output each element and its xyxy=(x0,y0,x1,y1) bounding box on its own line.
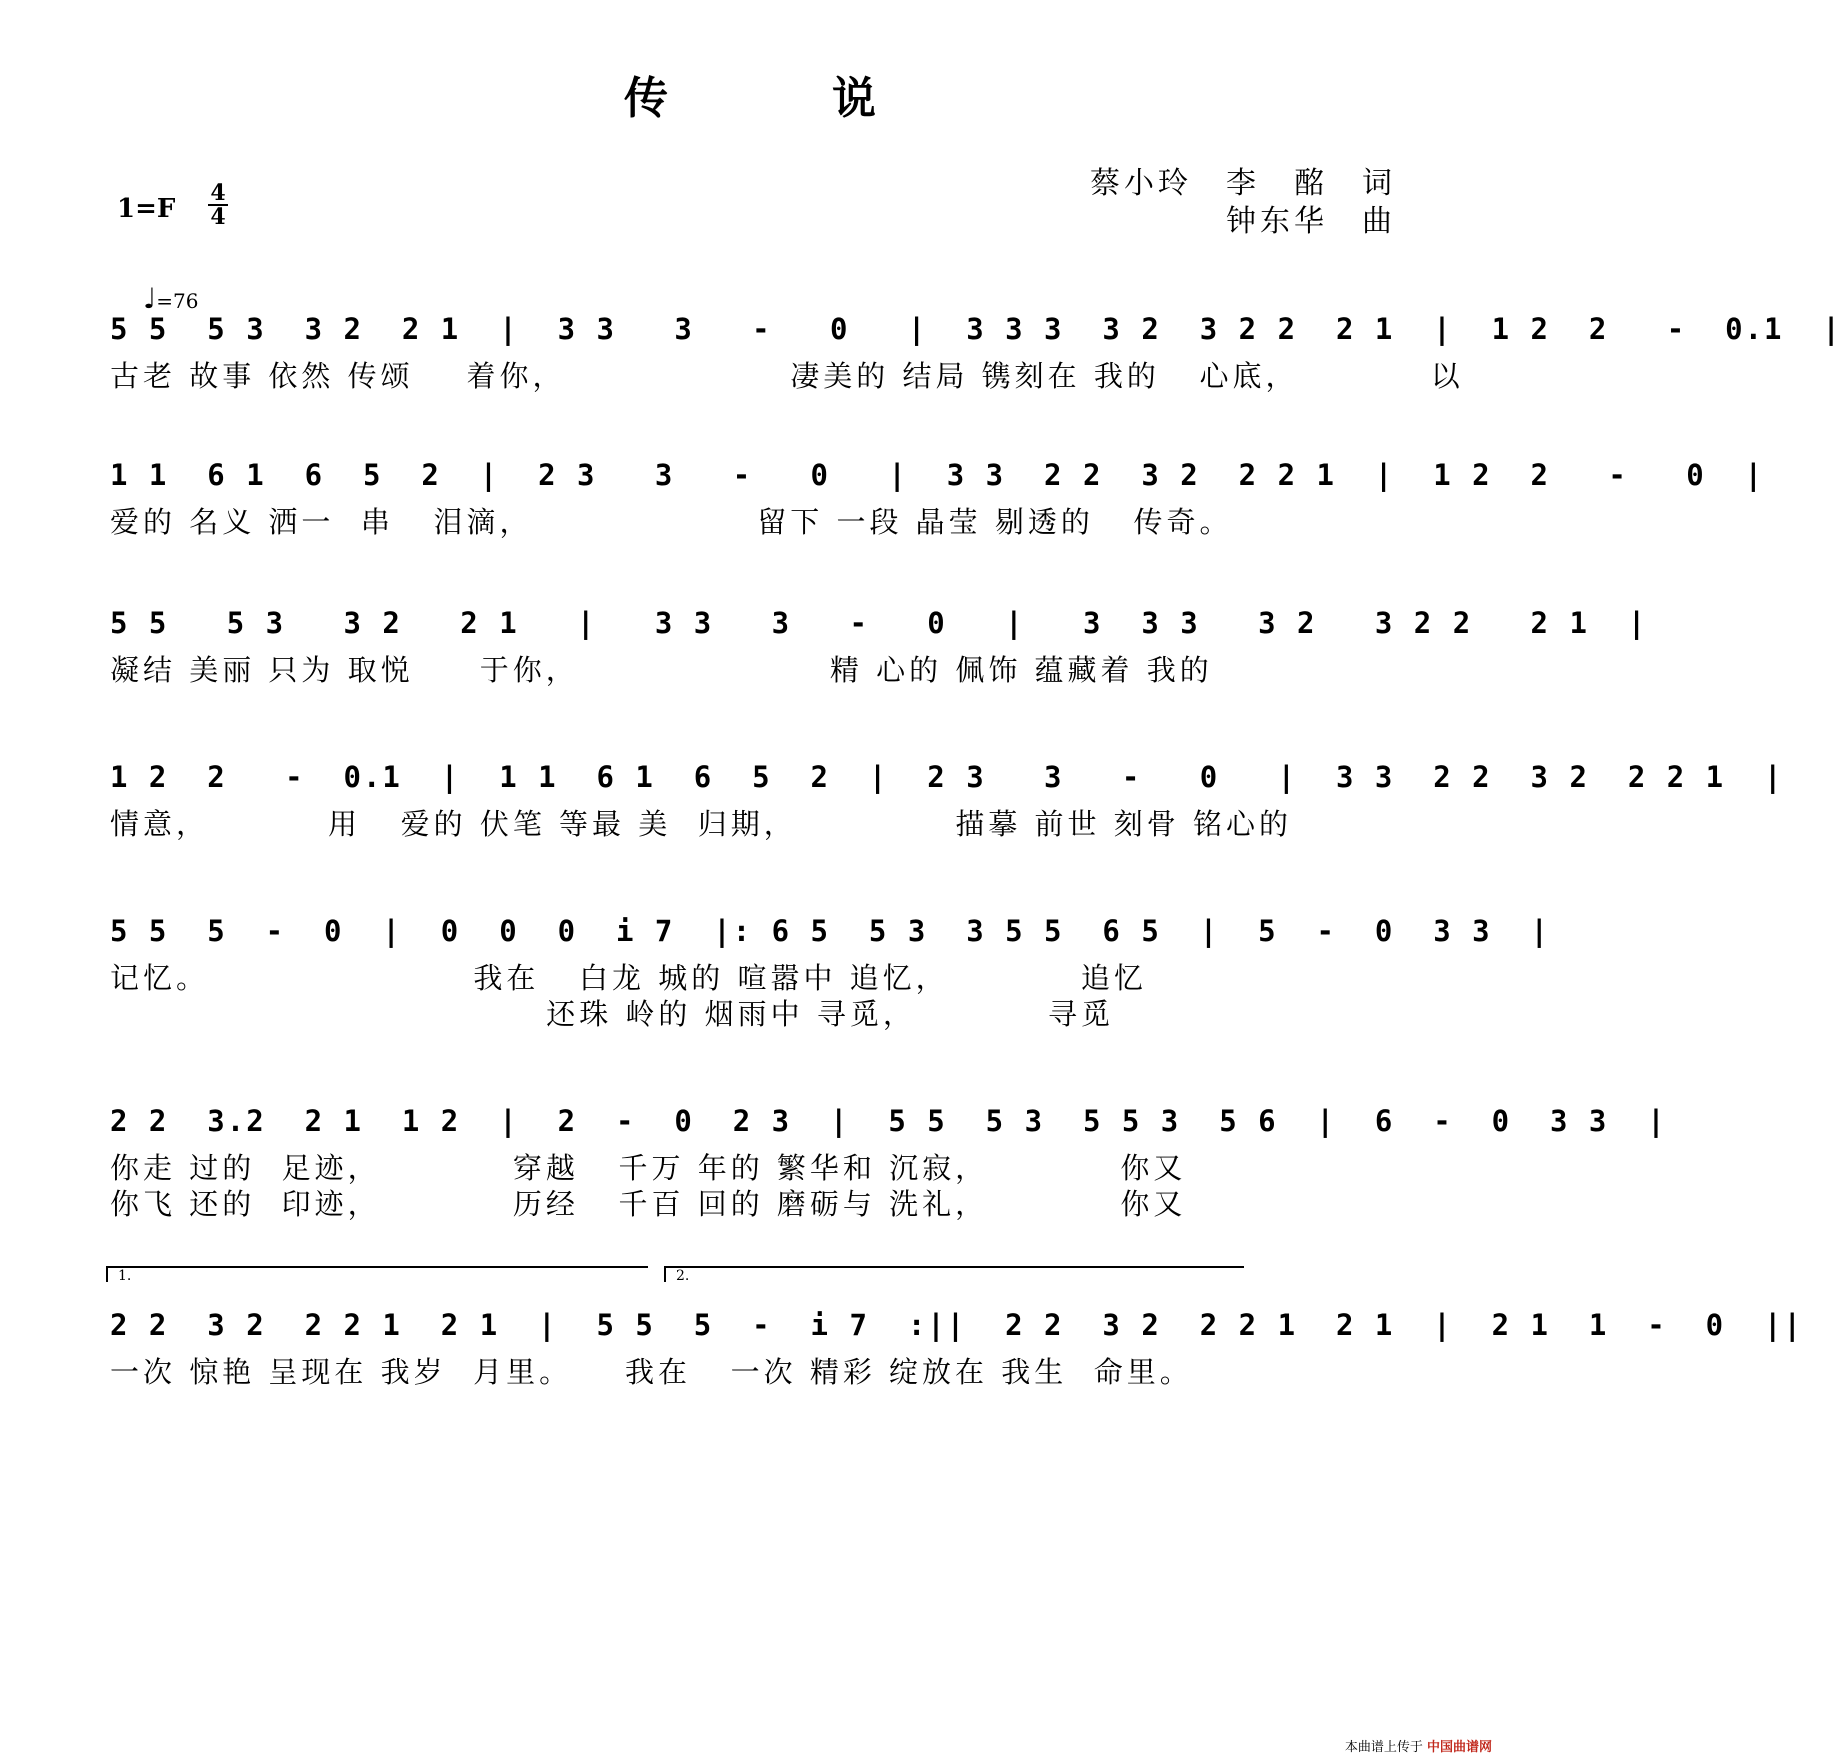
staff-system xyxy=(110,1268,1803,1408)
key-signature: 1=F xyxy=(117,194,176,224)
lyric-line: 记忆。 我在 白龙 城的 喧嚣中 追忆， 追忆 xyxy=(110,961,1147,995)
lyric-line: 一次 惊艳 呈现在 我岁 月里。 我在 一次 精彩 绽放在 我生 命里。 xyxy=(110,1355,1193,1389)
quarter-note-icon: ♩ xyxy=(143,282,157,315)
composer-credit: 钟东华 曲 xyxy=(1226,204,1396,239)
footer-credit xyxy=(1345,1736,1492,1755)
notation-line: 5 5 5 3 3 2 2 1 | 3 3 3 - 0 | 3 3 3 3 2 3 2 2 2 1 | 1 2 2 - 0.1 | xyxy=(110,312,1842,346)
footer-brand: 中国曲谱网 xyxy=(1426,1740,1492,1755)
lyricist-credit: 蔡小玲 李 酩 词 xyxy=(1090,166,1396,201)
staff-system xyxy=(110,312,1842,412)
volta-first-ending: 1. xyxy=(106,1266,648,1282)
staff-system xyxy=(110,760,1784,860)
lyric-line: 你飞 还的 印迹， 历经 千百 回的 磨砺与 洗礼， 你又 xyxy=(110,1187,1187,1221)
notation-line: 2 2 3.2 2 1 1 2 | 2 - 0 2 3 | 5 5 5 3 5 5 3 5 6 | 6 - 0 3 3 | xyxy=(110,1104,1667,1138)
staff-system xyxy=(110,1104,1667,1221)
staff-system xyxy=(110,606,1648,706)
time-signature-top: 4 xyxy=(210,180,226,206)
notation-line: 1 1 6 1 6 5 2 | 2 3 3 - 0 | 3 3 2 2 3 2 2 2 1 | 1 2 2 - 0 | xyxy=(110,458,1765,492)
notation-line: 1 2 2 - 0.1 | 1 1 6 1 6 5 2 | 2 3 3 - 0 | 3 3 2 2 3 2 2 2 1 | xyxy=(110,760,1784,794)
tempo-value: =76 xyxy=(156,289,199,313)
lyric-line: 爱的 名义 洒一 串 泪滴， 留下 一段 晶莹 剔透的 传奇。 xyxy=(110,505,1233,539)
lyric-line: 古老 故事 依然 传颂 着你， 凄美的 结局 镌刻在 我的 心底， 以 xyxy=(110,359,1464,393)
lyric-line: 你走 过的 足迹， 穿越 千万 年的 繁华和 沉寂， 你又 xyxy=(110,1151,1187,1185)
time-signature-bottom: 4 xyxy=(210,204,226,230)
lyric-line: 凝结 美丽 只为 取悦 于你， 精 心的 佩饰 蕴藏着 我的 xyxy=(110,653,1213,687)
staff-system xyxy=(110,458,1765,558)
tempo-marking xyxy=(143,282,198,315)
volta-second-ending: 2. xyxy=(664,1266,1244,1282)
lyric-line: 还珠 岭的 烟雨中 寻觅， 寻觅 xyxy=(110,997,1115,1031)
page-title: 传 说 xyxy=(624,73,936,124)
staff-system xyxy=(110,914,1551,1031)
notation-line: 2 2 3 2 2 2 1 2 1 | 5 5 5 - i 7 :|| 2 2 3 2 2 2 1 2 1 | 2 1 1 - 0 || xyxy=(110,1308,1803,1342)
lyric-line: 情意， 用 爱的 伏笔 等最 美 归期， 描摹 前世 刻骨 铭心的 xyxy=(110,807,1292,841)
notation-line: 5 5 5 3 3 2 2 1 | 3 3 3 - 0 | 3 3 3 3 2 3 2 2 2 1 | xyxy=(110,606,1648,640)
notation-line: 5 5 5 - 0 | 0 0 0 i 7 |: 6 5 5 3 3 5 5 6 5 | 5 - 0 3 3 | xyxy=(110,914,1551,948)
time-signature xyxy=(206,182,230,228)
footer-upload-text: 本曲谱上传于 xyxy=(1344,1740,1423,1755)
